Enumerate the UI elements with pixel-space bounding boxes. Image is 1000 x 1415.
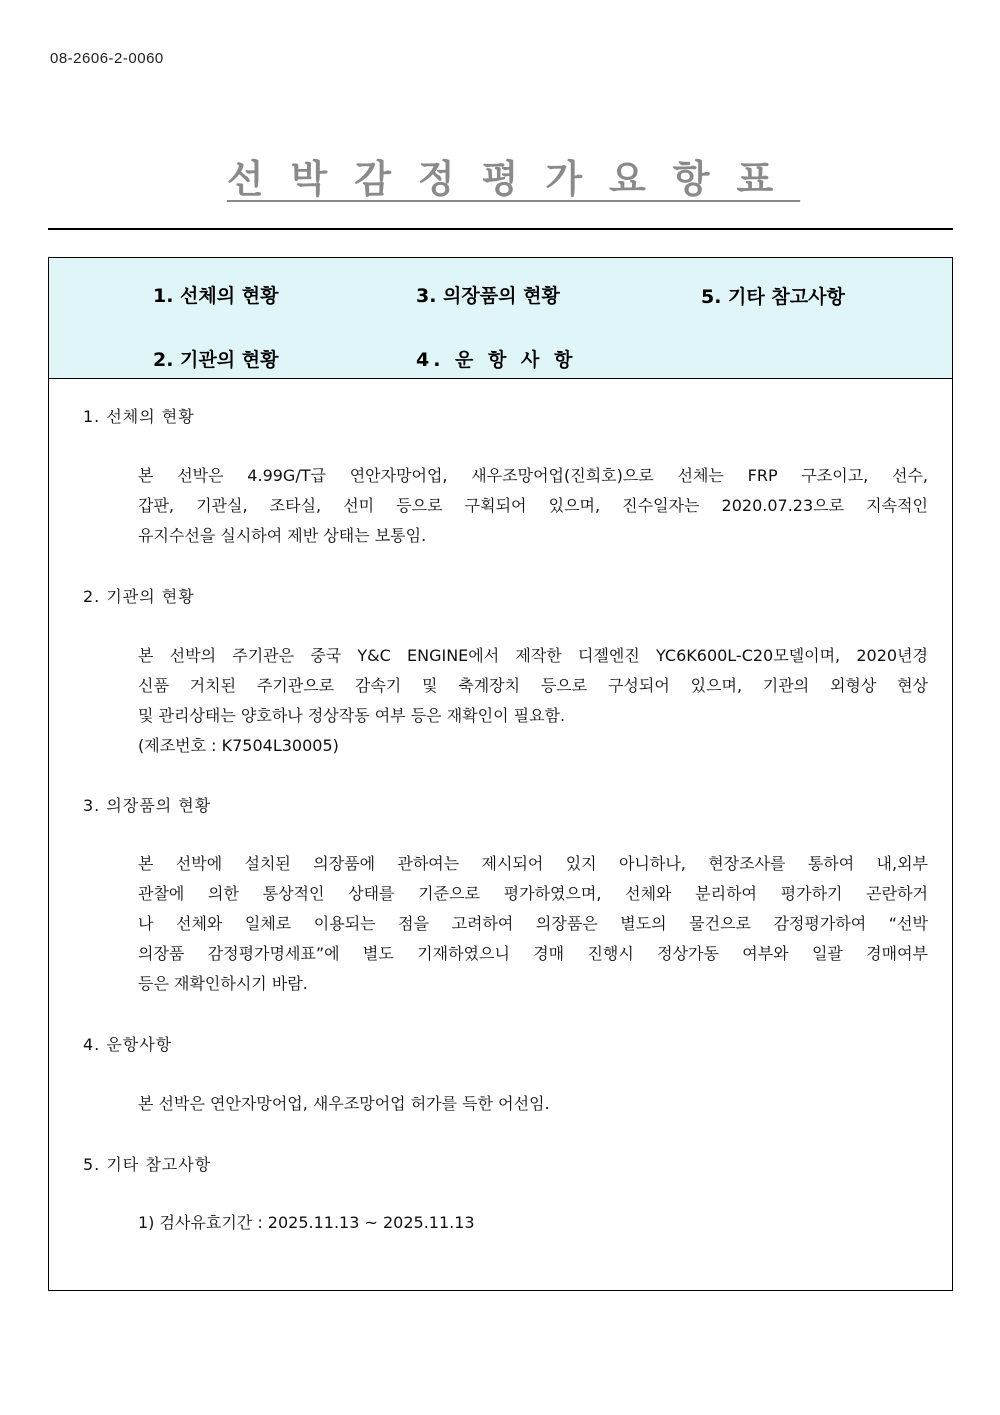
- section-line: 의장품 감정평가명세표”에 별도 기재하였으니 경매 진행시 정상가동 여부와 일괄 경매여부: [138, 944, 928, 963]
- section-heading-operation: 4. 운항사항: [83, 1035, 173, 1054]
- section-line: 나 선체와 일체로 이용되는 점을 고려하여 의장품은 별도의 물건으로 감정평가하여 “선박: [138, 914, 928, 933]
- content-frame: [48, 257, 953, 1291]
- section-line: 관찰에 의한 통상적인 상태를 기준으로 평가하였으며, 선체와 분리하여 평가하기 곤란하거: [138, 884, 928, 903]
- toc-item-engine: 2. 기관의 현황: [153, 349, 279, 371]
- section-line: (제조번호 : K7504L30005): [138, 736, 339, 755]
- toc-item-hull: 1. 선체의 현황: [153, 285, 279, 307]
- section-body-hull: [138, 461, 928, 551]
- section-line: 및 관리상태는 양호하나 정상작동 여부 등은 재확인이 필요함.: [138, 706, 566, 725]
- section-heading-equipment: 3. 의장품의 현황: [83, 796, 212, 815]
- section-heading-hull: 1. 선체의 현황: [83, 407, 195, 426]
- toc-item-equipment: 3. 의장품의 현황: [416, 285, 560, 307]
- section-line: 갑판, 기관실, 조타실, 선미 등으로 구획되어 있으며, 진수일자는 2020.07.23으로 지속적인: [138, 496, 928, 515]
- section-body-equipment: [138, 849, 928, 999]
- section-line: 본 선박은 연안자망어업, 새우조망어업 허가를 득한 어선임.: [138, 1094, 550, 1113]
- section-body-other: [138, 1208, 928, 1238]
- document-code: 08-2606-2-0060: [50, 50, 164, 67]
- section-line: 1) 검사유효기간 : 2025.11.13 ~ 2025.11.13: [138, 1213, 475, 1232]
- document-title-text: 선박감정평가요항표: [226, 157, 801, 201]
- table-of-contents: [49, 258, 952, 379]
- section-body-engine: [138, 641, 928, 761]
- section-line: 유지수선을 실시하여 제반 상태는 보통임.: [138, 526, 427, 545]
- section-line: 본 선박의 주기관은 중국 Y&C ENGINE에서 제작한 디젤엔진 YC6K600L-C20모델이며, 2020년경: [138, 646, 928, 665]
- toc-item-other: 5. 기타 참고사항: [701, 286, 845, 308]
- section-body-operation: [138, 1089, 928, 1119]
- section-line: 본 선박은 4.99G/T급 연안자망어업, 새우조망어업(진희호)으로 선체는 FRP 구조이고, 선수,: [138, 466, 928, 485]
- section-line: 본 선박에 설치된 의장품에 관하여는 제시되어 있지 아니하나, 현장조사를 통하여 내,외부: [138, 854, 928, 873]
- title-divider: [48, 228, 953, 230]
- section-line: 신품 거치된 주기관으로 감속기 및 축계장치 등으로 구성되어 있으며, 기관의 외형상 현상: [138, 676, 928, 695]
- toc-item-operation: 4. 운 항 사 항: [416, 349, 577, 371]
- section-line: 등은 재확인하시기 바람.: [138, 974, 308, 993]
- document-title: [0, 148, 1000, 203]
- section-heading-engine: 2. 기관의 현황: [83, 587, 195, 606]
- section-heading-other: 5. 기타 참고사항: [83, 1155, 212, 1174]
